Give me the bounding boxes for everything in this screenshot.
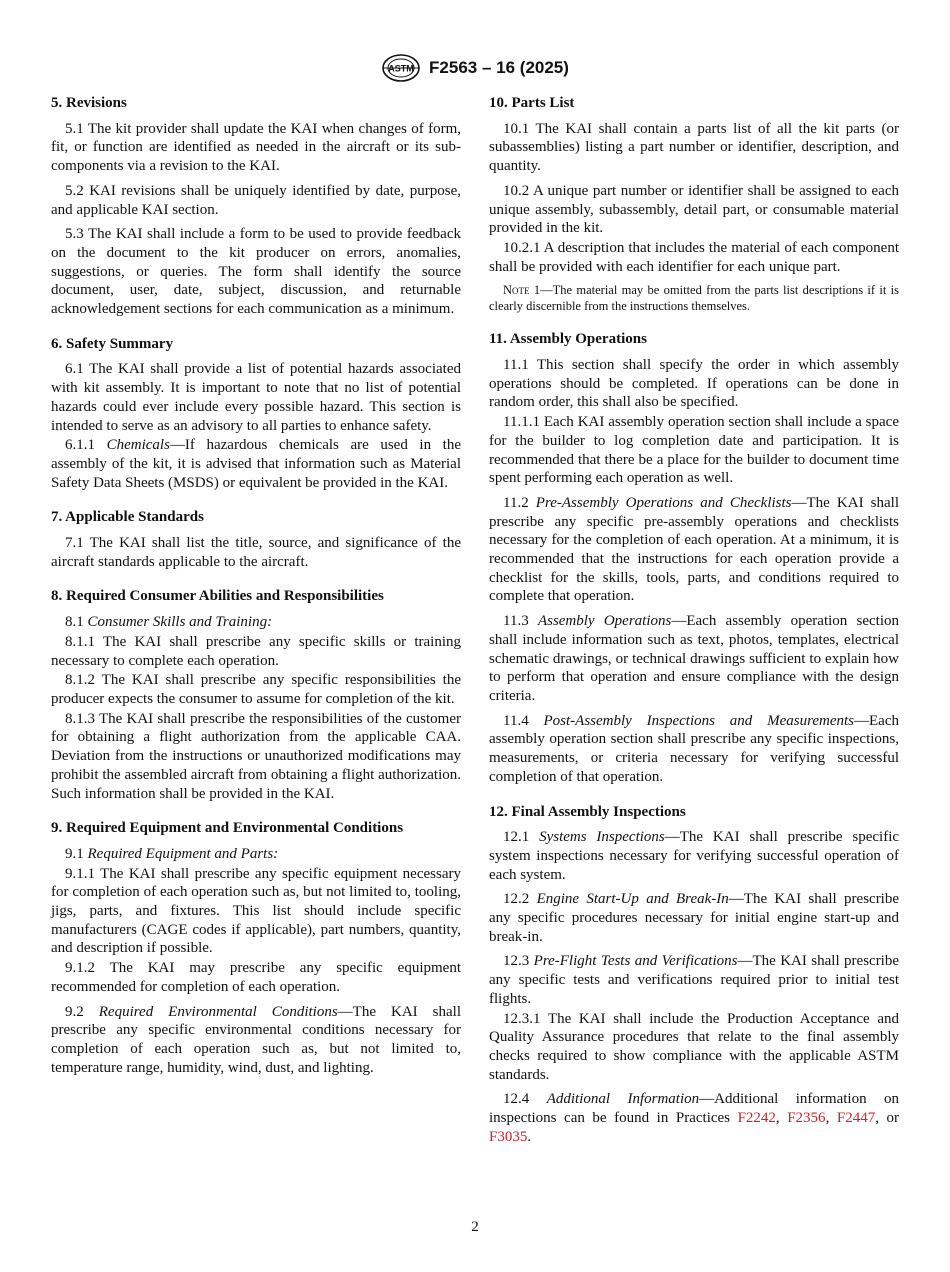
paragraph-8-1: 8.1 Consumer Skills and Training: — [65, 614, 273, 631]
paragraph-12-1: 12.1 Systems Inspections—The KAI shall prescribe specific system inspections necessary for verifying successful operation of each system. — [489, 829, 900, 883]
reference-link-f2356[interactable]: F2356 — [787, 1110, 826, 1127]
paragraph-12-3: 12.3 Pre-Flight Tests and Verifications—The KAI shall prescribe any specific tests and verifications required prior to initial test flights. — [489, 953, 900, 1007]
paragraph-11-1-1: 11.1.1 Each KAI assembly operation section shall include a space for the builder to log completion date and participation. It is recommended that there be a place for the builder to document time spent performing each operation as well. — [489, 414, 899, 487]
reference-link-f3035[interactable]: F3035 — [489, 1128, 528, 1145]
standard-designation: F2563 – 16 (2025) — [429, 58, 569, 77]
paragraph-9-2: 9.2 Required Environmental Conditions—The KAI shall prescribe any specific environmental conditions necessary for completion of each operation such as, but not limited to, temperature range, humidity, wind, dust, and lighting. — [51, 1003, 461, 1076]
paragraph-11-1: 11.1 This section shall specify the order in which assembly operations should be completed. If operations can be done in random order, this shall also be specified. — [489, 357, 899, 411]
section-heading-12: 12. Final Assembly Inspections — [489, 803, 686, 820]
paragraph-12-4: 12.4 Additional Information—Additional information on inspections can be found in Practices F2242, F2356, F2447, or F3035. — [489, 1091, 900, 1145]
section-heading-11: 11. Assembly Operations — [489, 331, 647, 348]
section-heading-7: 7. Applicable Standards — [51, 509, 204, 526]
paragraph-8-1-3: 8.1.3 The KAI shall prescribe the responsibilities of the customer for obtaining a flight authorization from the applicable CAA. Deviation from the instructions or unauthorized modifications may prohibit the assembled aircraft from obtaining a flight authorization. Such information shall be provided in the KAI. — [51, 710, 461, 802]
reference-link-f2242[interactable]: F2242 — [737, 1110, 776, 1127]
paragraph-5-3: 5.3 The KAI shall include a form to be used to provide feedback on the document to the kit producer on errors, anomalies, suggestions, or queries. The form shall identify the source document, user, date, subject, discussion, and returnable acknowledgement sections for each communication as a minimum. — [51, 226, 461, 318]
paragraph-7-1: 7.1 The KAI shall list the title, source, and significance of the aircraft standards applicable to the aircraft. — [51, 535, 461, 570]
section-heading-8: 8. Required Consumer Abilities and Responsibilities — [51, 588, 384, 605]
section-heading-5: 5. Revisions — [51, 95, 127, 111]
note-1: Note 1—The material may be omitted from the parts list descriptions if it is clearly discernible from the instructions themselves. — [489, 283, 899, 314]
paragraph-6-1: 6.1 The KAI shall provide a list of potential hazards associated with kit assembly. It is important to note that no list of potential hazards could ever include every possible hazard. This section is intended to serve as an advisory to all parties to enhance safety. — [51, 361, 461, 434]
paragraph-11-4: 11.4 Post-Assembly Inspections and Measurements—Each assembly operation section shall prescribe any specific inspections, measurements, or criteria necessary for verifying successful completion of that operation. — [489, 712, 899, 785]
astm-logo-icon — [381, 53, 421, 83]
svg-text:ASTM: ASTM — [388, 63, 414, 74]
paragraph-9-1-2: 9.1.2 The KAI may prescribe any specific equipment recommended for completion of each operation. — [51, 960, 461, 995]
paragraph-6-1-1: 6.1.1 Chemicals—If hazardous chemicals are used in the assembly of the kit, it is advised that information such as Material Safety Data Sheets (MSDS) or equivalent be provided in the KAI. — [51, 437, 461, 491]
paragraph-8-1-2: 8.1.2 The KAI shall prescribe any specific responsibilities the producer expects the consumer to assume for completion of the kit. — [51, 672, 461, 707]
paragraph-9-1-1: 9.1.1 The KAI shall prescribe any specific equipment necessary for completion of each operation such as, but not limited to, tooling, jigs, parts, and fixtures. This list should include specific manufacturers (CAGE codes if applicable), part numbers, quantity, and description if possible. — [51, 865, 461, 957]
paragraph-11-3: 11.3 Assembly Operations—Each assembly operation section shall include information such as text, photos, templates, electrical schematic drawings, or technical drawings sufficient to explain how to perform that operation and ensure compliance with the design criteria. — [489, 613, 900, 704]
paragraph-9-1: 9.1 Required Equipment and Parts: — [65, 845, 279, 862]
paragraph-10-2: 10.2 A unique part number or identifier shall be assigned to each unique assembly, subassembly, detail part, or consumable material provided in the kit. — [489, 182, 899, 237]
right-column — [489, 94, 899, 1152]
paragraph-11-2: 11.2 Pre-Assembly Operations and Checklists—The KAI shall prescribe any specific pre-assembly operations and checklists necessary for the completion of each operation. At a minimum, it is recommended that the instructions for each operation provide a checklist for the skills, tools, parts, and conditions required to complete that operation. — [489, 494, 900, 605]
paragraph-8-1-1: 8.1.1 The KAI shall prescribe any specific skills or training necessary to complete each operation. — [51, 633, 461, 669]
page-header — [0, 53, 950, 83]
paragraph-5-1: 5.1 The kit provider shall update the KAI when changes of form, fit, or function are identified as needed in the aircraft or its sub-components via a revision to the KAI. — [51, 120, 461, 175]
left-column — [51, 94, 461, 1083]
section-heading-10: 10. Parts List — [489, 95, 575, 111]
paragraph-10-1: 10.1 The KAI shall contain a parts list of all the kit parts (or subassemblies) listing a part number or identifier, description, and quantity. — [489, 120, 899, 175]
reference-link-f2447[interactable]: F2447 — [836, 1110, 876, 1127]
paragraph-5-2: 5.2 KAI revisions shall be uniquely identified by date, purpose, and applicable KAI section. — [51, 182, 461, 218]
paragraph-10-2-1: 10.2.1 A description that includes the material of each component shall be provided with each identifier for each unique part. — [489, 239, 899, 275]
section-heading-6: 6. Safety Summary — [51, 335, 174, 352]
paragraph-12-3-1: 12.3.1 The KAI shall include the Production Acceptance and Quality Assurance procedures that relate to the final assembly checks required to show compliance with the applicable ASTM standards. — [489, 1010, 899, 1083]
paragraph-12-2: 12.2 Engine Start-Up and Break-In—The KAI shall prescribe any specific procedures necessary for initial engine start-up and break-in. — [489, 891, 900, 945]
page-number: 2 — [471, 1219, 479, 1235]
section-heading-9: 9. Required Equipment and Environmental Conditions — [51, 820, 404, 837]
